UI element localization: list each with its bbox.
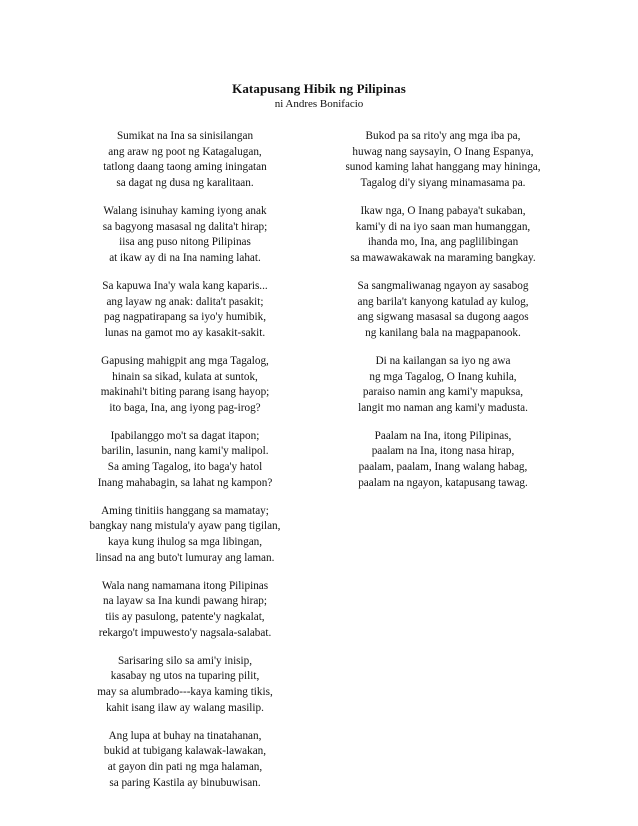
poem-line: sa bagyong masasal ng dalita't hirap;: [102, 220, 268, 233]
poem-line: ihanda mo, Ina, ang paglilibingan: [367, 236, 519, 249]
poem-line: paalam, paalam, Inang walang habag,: [358, 461, 528, 474]
poem-line: kasabay ng utos na tuparing pilit,: [110, 670, 260, 683]
poem-line: Sa sangmaliwanag ngayon ay sasabog: [357, 279, 529, 292]
poem-line: paalam na ngayon, katapusang tawag.: [358, 476, 528, 489]
poem-line: sa paring Kastila ay binubuwisan.: [109, 776, 261, 789]
poem-line: Wala nang namamana itong Pilipinas: [101, 579, 269, 592]
poem-line: Walang isinuhay kaming iyong anak: [103, 204, 267, 217]
poem-line: Ikaw nga, O Inang pabaya't sukaban,: [360, 204, 526, 217]
poem-line: ito baga, Ina, ang iyong pag-irog?: [109, 401, 261, 414]
poem-line: kaya kung ihulog sa mga libingan,: [107, 536, 263, 549]
poem-line: Paalam na Ina, itong Pilipinas,: [374, 429, 512, 442]
poem-line: Inang mahabagin, sa lahat ng kampon?: [97, 476, 273, 489]
stanza: [74, 204, 296, 266]
poem-line: makinahi't biting parang isang hayop;: [100, 386, 270, 399]
poem-line: sa mawawakawak na maraming bangkay.: [350, 251, 536, 264]
stanza: [74, 729, 296, 791]
stanza: [74, 129, 296, 191]
poem-line: Ang lupa at buhay na tinatahanan,: [108, 729, 262, 742]
poem-line: tiis ay pasulong, patente'y nagkalat,: [105, 611, 265, 623]
poem-line: ang araw ng poot ng Katagalugan,: [108, 145, 262, 158]
poem-line: Tagalog di'y siyang minamasama pa.: [360, 176, 526, 189]
poem-title: Katapusang Hibik ng Pilipinas: [232, 81, 406, 96]
poem-line: paalam na Ina, itong nasa hirap,: [371, 445, 515, 458]
poem-line: langit mo naman ang kami'y madusta.: [358, 401, 528, 414]
poem-line: ang layaw ng anak: dalita't pasakit;: [106, 295, 264, 308]
stanza: [74, 504, 296, 566]
stanza: [328, 429, 558, 491]
poem-line: barilin, lasunin, nang kami'y malipol.: [101, 445, 269, 458]
stanza: [328, 354, 558, 416]
poem-line: sa dagat ng dusa ng karalitaan.: [116, 176, 254, 189]
poem-line: ang barila't kanyong katulad ay kulog,: [357, 295, 529, 308]
poem-author: ni Andres Bonifacio: [274, 98, 364, 110]
stanza: [74, 354, 296, 416]
poem-line: kahit isang ilaw ay walang masilip.: [106, 701, 264, 714]
poem-line: lunas na gamot mo ay kasakit-sakit.: [104, 326, 266, 339]
poem-line: Sarisaring silo sa ami'y inisip,: [117, 654, 253, 667]
poem-line: Sumikat na Ina sa sinisilangan: [116, 130, 254, 142]
poem-line: ang sigwang masasal sa dugong aagos: [357, 311, 529, 324]
poem-line: tatlong daang taong aming iningatan: [103, 161, 267, 174]
poem-line: sunod kaming lahat hanggang may hininga,: [345, 161, 541, 174]
right-column: [328, 129, 558, 504]
poem-line: Bukod pa sa rito'y ang mga iba pa,: [365, 130, 521, 142]
poem-line: huwag nang saysayin, O Inang Espanya,: [352, 145, 534, 158]
poem-line: linsad na ang buto't lumuray ang laman.: [95, 551, 275, 564]
poem-line: Sa aming Tagalog, ito baga'y hatol: [107, 461, 263, 474]
poem-line: rekargo't impuwesto'y nagsala-salabat.: [98, 626, 272, 639]
poem-line: at ikaw ay di na Ina naming lahat.: [109, 251, 261, 264]
poem-line: Aming tinitiis hanggang sa mamatay;: [101, 504, 269, 517]
poem-line: na layaw sa Ina kundi pawang hirap;: [102, 595, 268, 608]
poem-line: may sa alumbrado---kaya kaming tikis,: [97, 685, 273, 698]
stanza: [74, 579, 296, 641]
poem-line: Gapusing mahigpit ang mga Tagalog,: [101, 354, 269, 367]
left-column: [74, 129, 296, 804]
poem-line: ng mga Tagalog, O Inang kuhila,: [369, 370, 517, 383]
poem-line: kami'y di na iyo saan man humanggan,: [355, 220, 531, 233]
stanza: [74, 654, 296, 716]
poem-line: Di na kailangan sa iyo ng awa: [375, 354, 511, 367]
poem-line: hinain sa sikad, kulata at suntok,: [112, 370, 258, 383]
poem-line: paraiso namin ang kami'y mapuksa,: [362, 386, 524, 399]
poem-line: pag nagpatirapang sa iyo'y humibik,: [103, 311, 267, 324]
poem-line: iisa ang puso nitong Pilipinas: [119, 236, 251, 249]
poem-line: at gayon din pati ng mga halaman,: [107, 760, 263, 773]
stanza: [328, 279, 558, 341]
poem-line: Sa kapuwa Ina'y wala kang kaparis...: [102, 279, 268, 292]
stanza: [74, 429, 296, 491]
stanza: [74, 279, 296, 341]
poem-line: bukid at tubigang kalawak-lawakan,: [103, 745, 267, 758]
poem-line: bangkay nang mistula'y ayaw pang tigilan,: [89, 520, 281, 533]
stanza: [328, 129, 558, 191]
poem-line: Ipabilanggo mo't sa dagat itapon;: [110, 429, 260, 442]
poem-line: ng kanilang bala na magpapanook.: [365, 326, 521, 339]
stanza: [328, 204, 558, 266]
